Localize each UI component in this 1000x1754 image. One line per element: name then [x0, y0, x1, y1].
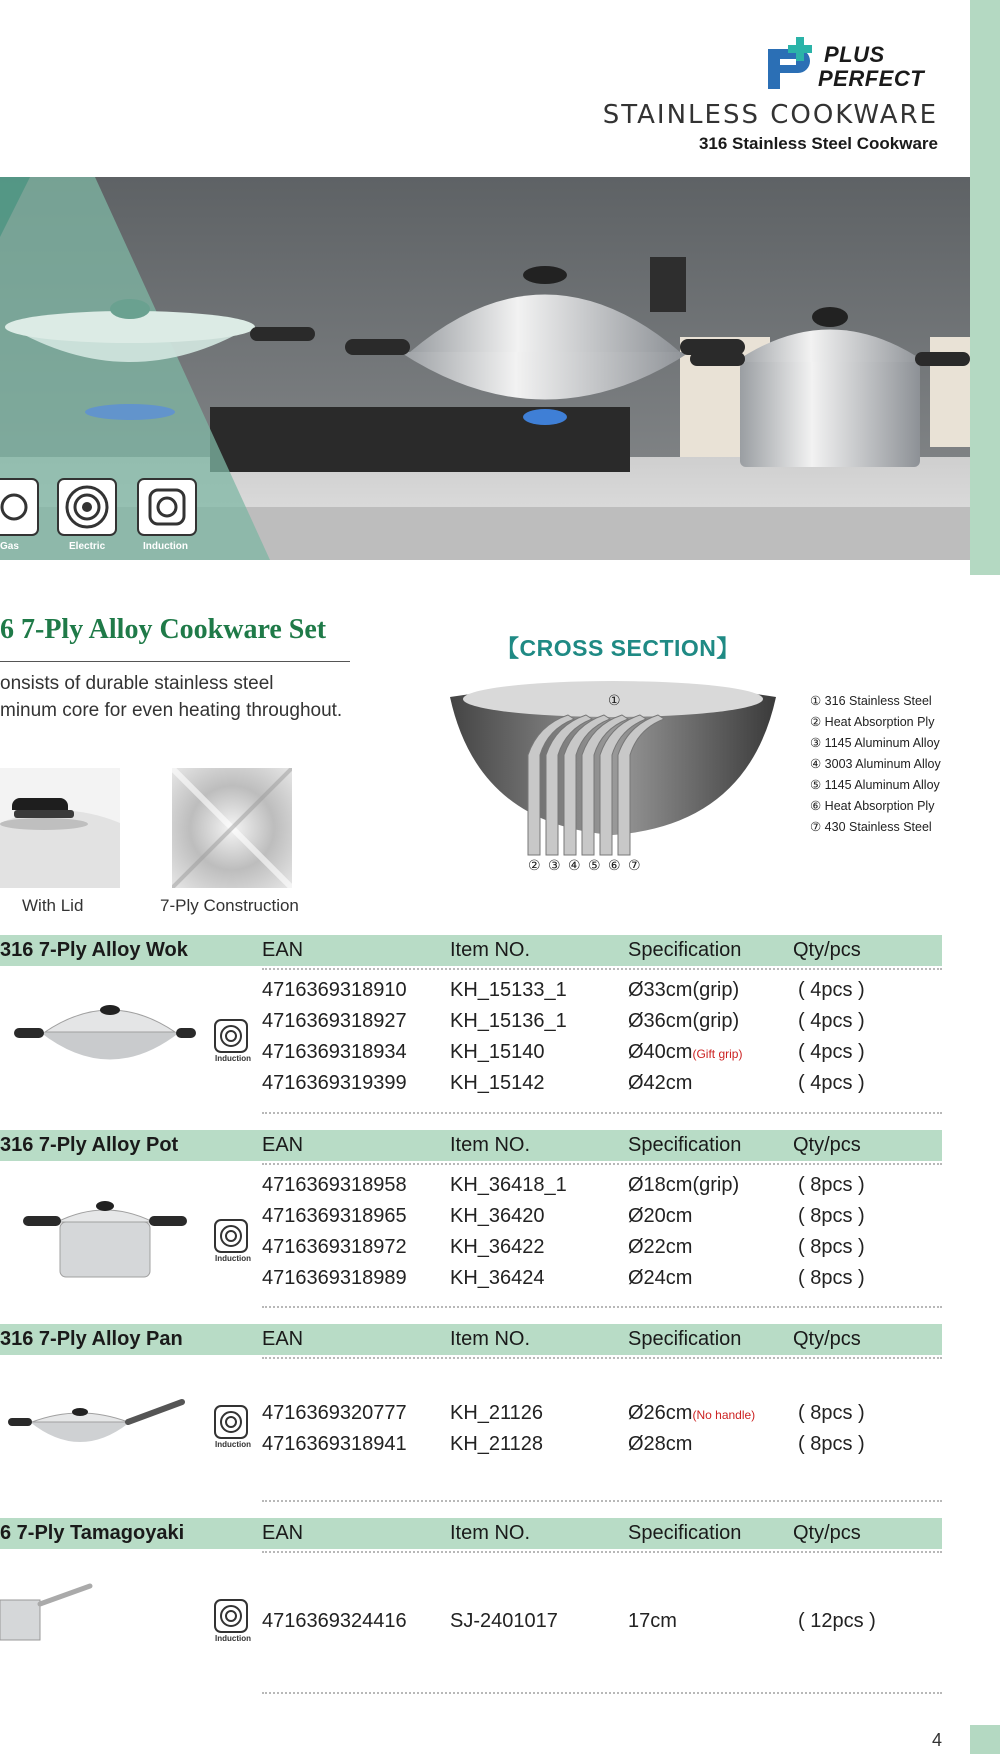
ean-cell: 4716369324416	[262, 1610, 407, 1632]
cross-section-heading: 【CROSS SECTION】	[496, 635, 740, 661]
cs-marker-3: ③	[548, 858, 561, 874]
cs-marker-4: ④	[568, 858, 581, 874]
cs-marker-2: ②	[528, 858, 541, 874]
col-item: Item NO.	[450, 1328, 531, 1350]
spec-cell: Ø33cm(grip)	[628, 979, 740, 1001]
catalog-subtitle: 316 Stainless Steel Cookware	[698, 134, 938, 153]
col-qty: Qty/pcs	[793, 1134, 861, 1156]
col-qty: Qty/pcs	[793, 1522, 861, 1544]
item-cell: KH_36424	[450, 1267, 545, 1289]
product-name-tamagoyaki: 6 7-Ply Tamagoyaki	[0, 1522, 185, 1544]
gas-icon	[0, 479, 38, 535]
ply-construction-photo	[172, 768, 292, 888]
description-line-2: minum core for even heating throughout.	[0, 700, 343, 721]
catalog-title: STAINLESS COOKWARE	[602, 100, 938, 130]
col-item: Item NO.	[450, 939, 531, 961]
description-line-1: onsists of durable stainless steel	[0, 673, 274, 694]
induction-icon: Induction	[213, 1598, 249, 1646]
plus-perfect-logo-icon	[762, 35, 822, 95]
item-cell: KH_21126	[450, 1402, 544, 1424]
ean-cell: 4716369319399	[262, 1072, 407, 1094]
set-title: 6 7-Ply Alloy Cookware Set	[0, 614, 327, 645]
row-divider	[262, 968, 942, 970]
col-ean: EAN	[262, 939, 304, 961]
spec-cell: Ø20cm	[628, 1205, 693, 1227]
item-cell: KH_36422	[450, 1236, 545, 1258]
row-divider	[262, 1692, 942, 1694]
electric-icon	[58, 479, 116, 535]
spec-cell: Ø40cm(Gift grip)	[628, 1041, 743, 1063]
cs-marker-top: ①	[608, 693, 621, 709]
item-cell: KH_15140	[450, 1041, 545, 1063]
ean-cell: 4716369318989	[262, 1267, 407, 1289]
ean-cell: 4716369318958	[262, 1174, 407, 1196]
product-name-wok: 316 7-Ply Alloy Wok	[0, 939, 188, 961]
ean-cell: 4716369318910	[262, 979, 407, 1001]
col-qty: Qty/pcs	[793, 939, 861, 961]
qty-cell: ( 8pcs )	[798, 1174, 865, 1196]
col-ean: EAN	[262, 1134, 304, 1156]
col-ean: EAN	[262, 1328, 304, 1350]
layer-item: ③ 1145 Aluminum Alloy	[810, 736, 940, 750]
col-spec: Specification	[628, 1134, 742, 1156]
cs-marker-6: ⑥	[608, 858, 621, 874]
row-divider	[262, 1163, 942, 1165]
layer-item: ② Heat Absorption Ply	[810, 715, 935, 729]
cross-section-diagram	[448, 675, 778, 875]
no-handle-note: (No handle)	[692, 1408, 756, 1422]
item-cell: KH_15136_1	[450, 1010, 567, 1032]
ean-cell: 4716369318972	[262, 1236, 407, 1258]
brand-name-line2: PERFECT	[818, 66, 925, 91]
induction-icon	[138, 479, 196, 535]
wok-product-photo	[0, 992, 200, 1082]
title-underline	[0, 661, 350, 662]
qty-cell: ( 8pcs )	[798, 1236, 865, 1258]
col-spec: Specification	[628, 939, 742, 961]
row-divider	[262, 1112, 942, 1114]
layer-item: ① 316 Stainless Steel	[810, 694, 932, 708]
ean-cell: 4716369318965	[262, 1205, 407, 1227]
feature-label-with-lid: With Lid	[22, 896, 84, 915]
heat-label-electric: Electric	[69, 541, 106, 552]
item-cell: KH_21128	[450, 1433, 544, 1455]
qty-cell: ( 4pcs )	[798, 979, 865, 1001]
ean-cell: 4716369320777	[262, 1402, 407, 1424]
qty-cell: ( 4pcs )	[798, 1041, 865, 1063]
spec-cell: Ø24cm	[628, 1267, 693, 1289]
gift-grip-note: (Gift grip)	[692, 1047, 743, 1061]
pot-product-photo	[15, 1192, 195, 1282]
col-item: Item NO.	[450, 1522, 531, 1544]
tamagoyaki-product-photo	[0, 1578, 95, 1648]
side-accent-bar	[970, 0, 1000, 575]
row-divider	[262, 1306, 942, 1308]
product-name-pan: 316 7-Ply Alloy Pan	[0, 1328, 183, 1350]
spec-cell: Ø18cm(grip)	[628, 1174, 740, 1196]
item-cell: KH_15133_1	[450, 979, 567, 1001]
qty-cell: ( 4pcs )	[798, 1072, 865, 1094]
item-cell: KH_15142	[450, 1072, 545, 1094]
spec-cell: Ø22cm	[628, 1236, 693, 1258]
ean-cell: 4716369318934	[262, 1041, 407, 1063]
product-name-pot: 316 7-Ply Alloy Pot	[0, 1134, 179, 1156]
row-divider	[262, 1551, 942, 1553]
spec-cell: 17cm	[628, 1610, 677, 1632]
spec-cell: Ø28cm	[628, 1433, 693, 1455]
qty-cell: ( 8pcs )	[798, 1433, 865, 1455]
spec-cell: Ø36cm(grip)	[628, 1010, 740, 1032]
layer-item: ⑦ 430 Stainless Steel	[810, 820, 932, 834]
lid-knob-photo	[0, 768, 120, 888]
corner-accent	[970, 1725, 1000, 1754]
row-divider	[262, 1357, 942, 1359]
cross-section-legend	[810, 693, 941, 840]
col-item: Item NO.	[450, 1134, 531, 1156]
qty-cell: ( 12pcs )	[798, 1610, 876, 1632]
qty-cell: ( 8pcs )	[798, 1402, 865, 1424]
ean-cell: 4716369318941	[262, 1433, 407, 1455]
spec-cell: Ø42cm	[628, 1072, 693, 1094]
qty-cell: ( 4pcs )	[798, 1010, 865, 1032]
item-cell: KH_36420	[450, 1205, 545, 1227]
layer-item: ⑥ Heat Absorption Ply	[810, 799, 935, 813]
item-cell: SJ-2401017	[450, 1610, 558, 1632]
qty-cell: ( 8pcs )	[798, 1205, 865, 1227]
induction-icon: Induction	[213, 1404, 249, 1452]
cs-marker-7: ⑦	[628, 858, 641, 874]
col-spec: Specification	[628, 1328, 742, 1350]
ean-cell: 4716369318927	[262, 1010, 407, 1032]
feature-label-7-ply: 7-Ply Construction	[160, 896, 299, 915]
hero-kitchen-photo	[0, 177, 970, 560]
page-number: 4	[931, 1730, 942, 1750]
heat-label-induction: Induction	[143, 541, 188, 552]
item-cell: KH_36418_1	[450, 1174, 567, 1196]
spec-cell: Ø26cm(No handle)	[628, 1402, 756, 1424]
pan-product-photo	[0, 1392, 190, 1462]
induction-icon: Induction	[213, 1018, 249, 1066]
layer-item: ④ 3003 Aluminum Alloy	[810, 757, 941, 771]
col-spec: Specification	[628, 1522, 742, 1544]
cs-marker-5: ⑤	[588, 858, 601, 874]
induction-icon: Induction	[213, 1218, 249, 1266]
row-divider	[262, 1500, 942, 1502]
col-qty: Qty/pcs	[793, 1328, 861, 1350]
qty-cell: ( 8pcs )	[798, 1267, 865, 1289]
heat-label-gas: Gas	[0, 541, 19, 552]
layer-item: ⑤ 1145 Aluminum Alloy	[810, 778, 940, 792]
brand-name-line1: PLUS	[824, 42, 885, 67]
col-ean: EAN	[262, 1522, 304, 1544]
